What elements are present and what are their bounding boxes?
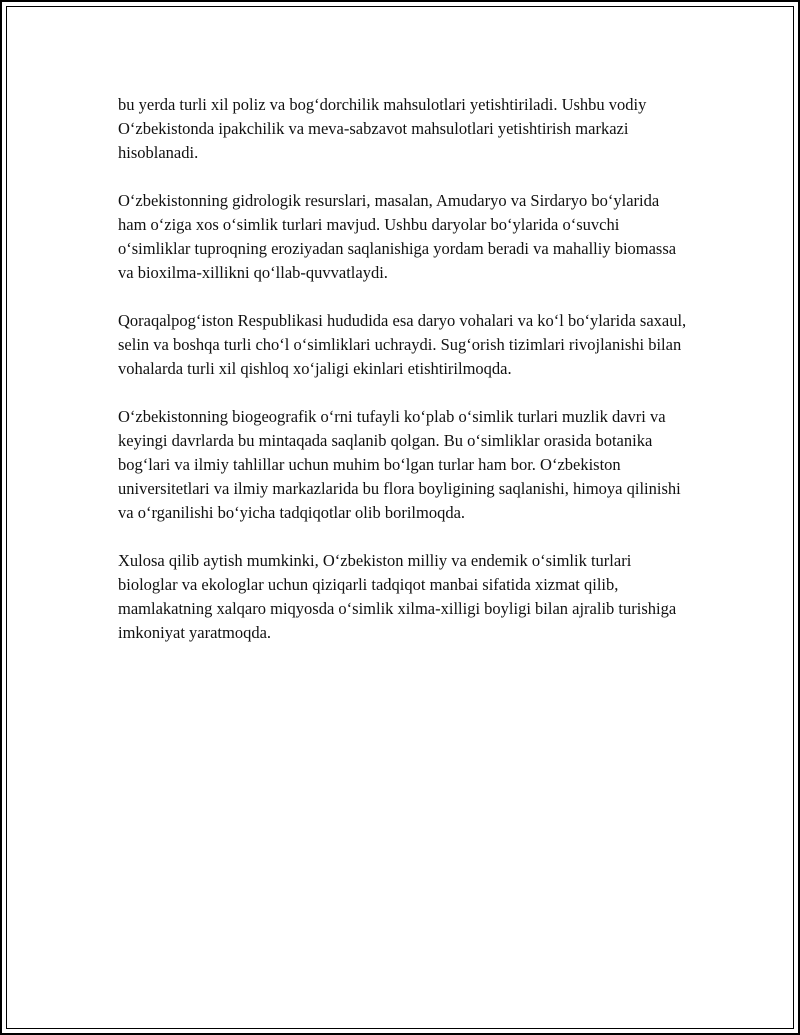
paragraph-5: Xulosa qilib aytish mumkinki, O‘zbekiston milliy va endemik o‘simlik turlari biologlar va ekologlar uchun qiziqarli tadqiqot manbai sifatida xizmat qilib, mamlakatning xalqaro miqyosda o‘simlik xilma-xilligi boyligi bilan ajralib turishiga imkoniyat yaratmoqda. [118,551,677,642]
paragraph-3: Qoraqalpog‘iston Respublikasi hududida esa daryo vohalari va ko‘l bo‘ylarida saxaul, selin va boshqa turli cho‘l o‘simliklari uchraydi. Sug‘orish tizimlari rivojlanishi bilan vohalarda turli xil qishloq xo‘jaligi ekinlari etishtirilmoqda. [118,311,687,378]
paragraph-4: O‘zbekistonning biogeografik o‘rni tufayli ko‘plab o‘simlik turlari muzlik davri va keyingi davrlarda bu mintaqada saqlanib qolgan. Bu o‘simliklar orasida botanika bog‘lari va ilmiy tahlillar uchun muhim bo‘lgan turlar ham bor. O‘zbekiston universitetlari va ilmiy markazlarida bu flora boyligining saqlanishi, himoya qilinishi va o‘rganilishi bo‘yicha tadqiqotlar olib borilmoqda. [118,407,681,522]
document-body [118,93,688,669]
paragraph-1: bu yerda turli xil poliz va bog‘dorchilik mahsulotlari yetishtiriladi. Ushbu vodiy O‘zbekistonda ipakchilik va meva-sabzavot mahsulotlari yetishtirish markazi hisoblanadi. [118,95,647,162]
paragraph-2: O‘zbekistonning gidrologik resurslari, masalan, Amudaryo va Sirdaryo bo‘ylarida ham o‘ziga xos o‘simlik turlari mavjud. Ushbu daryolar bo‘ylarida o‘suvchi o‘simliklar tuproqning eroziyadan saqlanishiga yordam beradi va mahalliy biomassa va bioxilma-xillikni qo‘llab-quvvatlaydi. [118,191,677,282]
